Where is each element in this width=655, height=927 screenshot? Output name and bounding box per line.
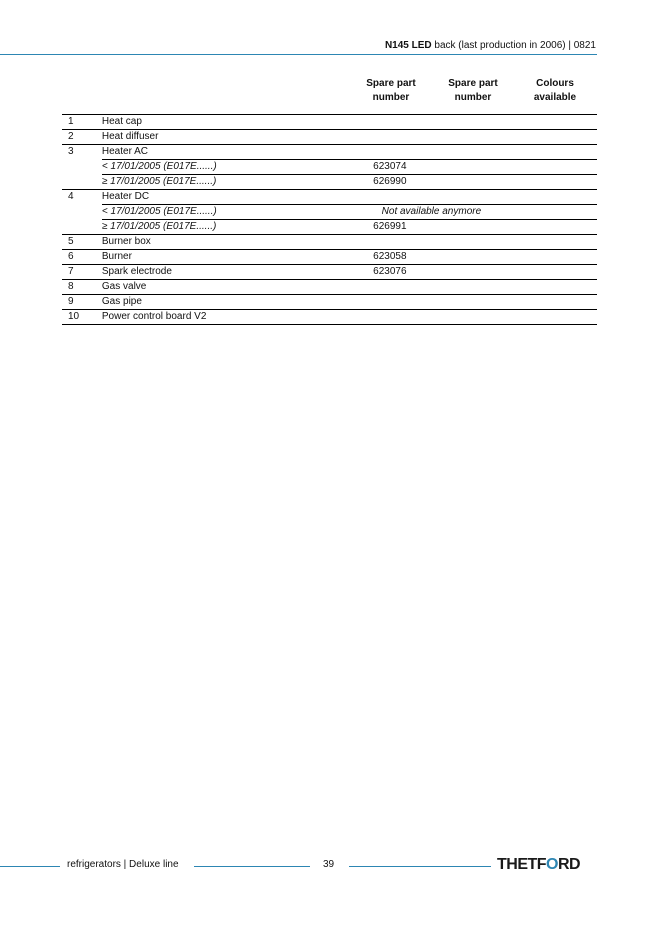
table-row	[62, 145, 597, 160]
col-colours	[514, 77, 596, 105]
col-colours-line1: Colours	[536, 78, 574, 89]
table-row	[62, 250, 597, 265]
table-row	[62, 190, 597, 205]
row-description: Burner box	[102, 235, 349, 250]
row-part-number: 623076	[349, 265, 431, 280]
footer-section: refrigerators | Deluxe line	[67, 859, 179, 870]
col-spare-part-1-line2: number	[372, 92, 410, 103]
row-part-number: 623058	[349, 250, 431, 265]
row-part-number-2	[431, 295, 514, 310]
table-row	[62, 115, 597, 130]
table-row	[62, 280, 597, 295]
row-part-number	[349, 145, 431, 160]
row-part-number	[349, 280, 431, 295]
header-model: N145 LED	[384, 40, 432, 51]
row-part-number: Not available anymore	[349, 205, 514, 220]
row-part-number-2	[431, 160, 514, 175]
row-description: Gas pipe	[102, 295, 349, 310]
parts-table	[62, 114, 597, 325]
row-colours	[514, 250, 597, 265]
row-colours	[514, 310, 597, 325]
footer-rule-right	[349, 866, 491, 867]
row-description: Heat diffuser	[102, 130, 349, 145]
row-description: Heater DC	[102, 190, 349, 205]
row-colours	[514, 265, 597, 280]
row-number: 3	[68, 146, 74, 158]
row-part-number-2	[431, 310, 514, 325]
col-spare-part-1	[350, 77, 432, 105]
row-number: 5	[62, 235, 102, 250]
table-row	[62, 160, 597, 175]
row-part-number-2	[431, 235, 514, 250]
row-part-number-2	[431, 250, 514, 265]
row-part-number-2	[431, 115, 514, 130]
row-number: 7	[62, 265, 102, 280]
table-row	[62, 310, 597, 325]
col-spare-part-1-line1: Spare part	[366, 78, 416, 89]
row-description: < 17/01/2005 (E017E......)	[102, 205, 349, 220]
row-number: 1	[62, 115, 102, 130]
row-colours	[514, 235, 597, 250]
footer-rule-mid	[194, 866, 310, 867]
row-description: Heater AC	[102, 145, 349, 160]
col-spare-part-2-line1: Spare part	[448, 78, 498, 89]
row-colours	[514, 130, 597, 145]
row-part-number-2	[431, 145, 514, 160]
header-rule	[0, 54, 597, 55]
row-description: Burner	[102, 250, 349, 265]
header-title: back (last production in 2006) | 0821	[434, 40, 596, 51]
row-description: Power control board V2	[102, 310, 349, 325]
row-part-number-2	[431, 280, 514, 295]
row-part-number	[349, 190, 431, 205]
row-part-number: 623074	[349, 160, 431, 175]
row-part-number-2	[431, 175, 514, 190]
table-row	[62, 295, 597, 310]
row-number	[62, 160, 102, 175]
row-number: 6	[62, 250, 102, 265]
row-colours	[514, 175, 597, 190]
logo-part-left: THETF	[497, 856, 547, 873]
row-part-number-2	[431, 220, 514, 235]
page-number: 39	[323, 859, 335, 870]
logo-part-right: RD	[558, 856, 581, 873]
row-colours	[514, 205, 597, 220]
row-part-number	[349, 115, 431, 130]
table-row	[62, 130, 597, 145]
row-description: Heat cap	[102, 115, 349, 130]
row-colours	[514, 145, 597, 160]
footer-rule-left	[0, 866, 60, 867]
col-colours-line2: available	[533, 92, 577, 103]
row-number	[62, 220, 102, 235]
table-row	[62, 265, 597, 280]
row-part-number	[349, 295, 431, 310]
row-part-number	[349, 235, 431, 250]
row-part-number: 626990	[349, 175, 431, 190]
row-part-number-2	[431, 130, 514, 145]
row-description: < 17/01/2005 (E017E......)	[102, 160, 349, 175]
row-description: ≥ 17/01/2005 (E017E......)	[102, 175, 349, 190]
row-part-number	[349, 310, 431, 325]
row-number: 9	[62, 295, 102, 310]
row-number	[62, 205, 102, 220]
row-description: Gas valve	[102, 280, 349, 295]
logo-part-o: O	[546, 856, 558, 873]
row-part-number-2	[431, 265, 514, 280]
row-number	[62, 175, 102, 190]
row-number: 4	[68, 191, 74, 203]
thetford-logo	[497, 856, 580, 874]
row-colours	[514, 280, 597, 295]
row-part-number	[349, 130, 431, 145]
row-colours	[514, 220, 597, 235]
row-colours	[514, 160, 597, 175]
row-number: 8	[62, 280, 102, 295]
table-row	[62, 235, 597, 250]
table-row	[62, 205, 597, 220]
row-colours	[514, 190, 597, 205]
table-row	[62, 220, 597, 235]
row-part-number: 626991	[349, 220, 431, 235]
col-spare-part-2-line2: number	[454, 92, 492, 103]
col-spare-part-2	[432, 77, 514, 105]
row-colours	[514, 295, 597, 310]
row-colours	[514, 115, 597, 130]
row-part-number-2	[431, 190, 514, 205]
row-number: 10	[62, 310, 102, 325]
page-header	[385, 40, 596, 51]
table-row	[62, 175, 597, 190]
row-description: Spark electrode	[102, 265, 349, 280]
row-description: ≥ 17/01/2005 (E017E......)	[102, 220, 349, 235]
row-number: 2	[62, 130, 102, 145]
